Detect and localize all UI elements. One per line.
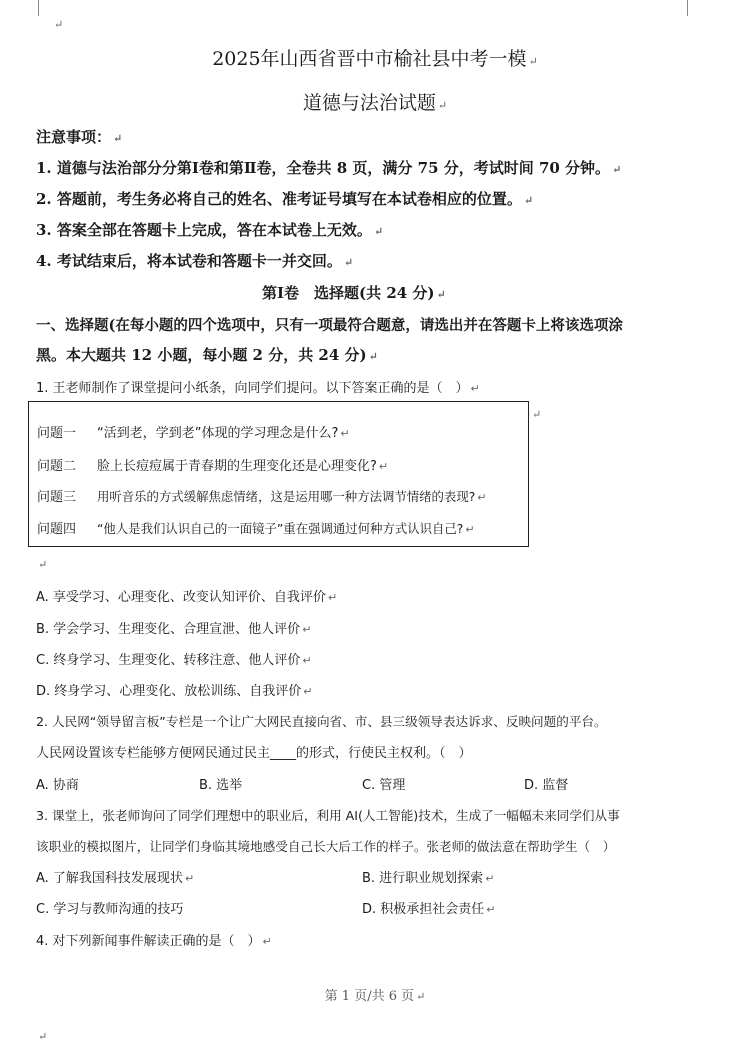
notice-heading: 注意事项： ↵: [36, 128, 123, 146]
q3-option-c: C. 学习与教师沟通的技巧: [36, 902, 184, 917]
q2-option-b: B. 选举: [199, 778, 243, 793]
paragraph-mark: ↵: [532, 408, 542, 421]
q2-stem-cont: 人民网设置该专栏能够方便网民通过民主____的形式，行使民主权利。（ ）: [36, 746, 472, 761]
q3-stem-cont: 该职业的模拟图片，让同学们身临其境地感受自己长大后工作的样子。张老师的做法意在帮助学生（ ）: [36, 839, 616, 854]
q2-option-d: D. 监督: [524, 778, 569, 793]
q3-stem: 3. 课堂上，张老师询问了同学们理想中的职业后，利用 AI(人工智能)技术，生成了一幅幅未来同学们从事: [36, 808, 620, 823]
q3-option-b: B. 进行职业规划探索 ↵: [362, 871, 495, 886]
notice-item: 4. 考试结束后，将本试卷和答题卡一并交回。 ↵: [36, 252, 354, 270]
corner-mark-left: [38, 0, 39, 16]
page-number: 第 1 页/共 6 页 ↵: [324, 989, 426, 1004]
paragraph-mark: ↵: [38, 558, 48, 571]
exam-subtitle: 道德与法治试题 ↵: [302, 92, 448, 114]
q3-option-d: D. 积极承担社会责任 ↵: [362, 902, 496, 917]
paragraph-mark: ↵: [38, 1030, 48, 1043]
q2-option-a: A. 协商: [36, 778, 79, 793]
section-title: 第Ⅰ卷 选择题(共 24 分) ↵: [262, 284, 446, 302]
q1-option-b: B. 学会学习、生理变化、合理宣泄、他人评价 ↵: [36, 622, 312, 637]
section-instruction: 一、选择题(在每小题的四个选项中，只有一项最符合题意，请选出并在答题卡上将该选项涂: [36, 317, 623, 334]
q2-option-c: C. 管理: [362, 778, 406, 793]
q1-option-d: D. 终身学习、心理变化、放松训练、自我评价 ↵: [36, 684, 313, 699]
q2-stem: 2. 人民网“领导留言板”专栏是一个让广大网民直接向省、市、县三级领导表达诉求、反映问题的平台。: [36, 714, 607, 729]
q1-box-line: 问题一 “活到老，学到老”体现的学习理念是什么? ↵: [37, 426, 350, 441]
q1-question-box: [28, 401, 529, 547]
notice-item: 1. 道德与法治部分分第Ⅰ卷和第Ⅱ卷，全卷共 8 页，满分 75 分，考试时间 70 分钟。 ↵: [36, 159, 622, 177]
corner-mark-right: [687, 0, 688, 16]
q1-option-c: C. 终身学习、生理变化、转移注意、他人评价 ↵: [36, 653, 312, 668]
q1-box-line: 问题二 脸上长痘痘属于青春期的生理变化还是心理变化? ↵: [37, 459, 389, 474]
exam-title: 2025年山西省晋中市榆社县中考一模 ↵: [212, 48, 538, 70]
notice-item: 3. 答案全部在答题卡上完成，答在本试卷上无效。 ↵: [36, 221, 384, 239]
q1-box-line: 问题四 “他人是我们认识自己的一面镜子”重在强调通过何种方式认识自己? ↵: [37, 521, 475, 537]
q1-option-a: A. 享受学习、心理变化、改变认知评价、自我评价 ↵: [36, 590, 338, 605]
q1-box-line: 问题三 用听音乐的方式缓解焦虑情绪，这是运用哪一种方法调节情绪的表现? ↵: [37, 489, 487, 505]
notice-item: 2. 答题前，考生务必将自己的姓名、准考证号填写在本试卷相应的位置。 ↵: [36, 190, 534, 208]
paragraph-mark: ↵: [54, 18, 64, 31]
q1-stem: 1. 王老师制作了课堂提问小纸条，向同学们提问。以下答案正确的是（ ） ↵: [36, 381, 480, 396]
section-instruction-cont: 黑。本大题共 12 小题，每小题 2 分，共 24 分) ↵: [36, 346, 378, 364]
q4-stem: 4. 对下列新闻事件解读正确的是（ ） ↵: [36, 934, 272, 949]
q3-option-a: A. 了解我国科技发展现状 ↵: [36, 871, 195, 886]
